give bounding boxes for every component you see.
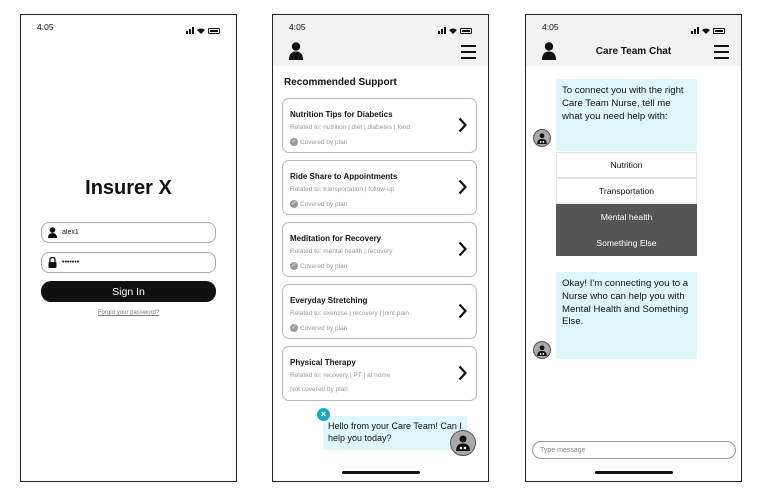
card-coverage [290, 262, 347, 270]
nurse-avatar[interactable] [450, 430, 476, 456]
care-team-message[interactable]: Hello from your Care Team! Can I help you today? [323, 416, 467, 450]
support-card[interactable] [282, 160, 477, 215]
menu-icon[interactable] [461, 45, 476, 63]
signal-icon [438, 27, 446, 34]
nurse-icon [456, 435, 470, 451]
menu-icon[interactable] [714, 45, 729, 63]
wifi-icon [702, 28, 710, 34]
check-icon: ✓ [291, 263, 297, 269]
card-coverage [290, 386, 348, 393]
status-icons [438, 22, 472, 39]
card-coverage [290, 324, 347, 332]
sign-in-button[interactable]: Sign In [41, 281, 216, 302]
coverage-label: Covered by plan [300, 138, 348, 146]
password-input[interactable] [62, 259, 202, 266]
status-bar [273, 15, 488, 39]
status-icons [186, 22, 220, 39]
message-input-box[interactable] [532, 441, 736, 459]
coverage-label: Not covered by plan [290, 386, 348, 393]
card-coverage [290, 200, 347, 208]
card-title: Ride Share to Appointments [290, 172, 398, 181]
profile-icon[interactable] [289, 42, 303, 60]
close-icon[interactable]: × [317, 408, 330, 421]
status-bar [526, 15, 741, 39]
login-screen [20, 14, 237, 482]
battery-icon [460, 28, 472, 34]
card-title: Meditation for Recovery [290, 234, 382, 243]
home-indicator [342, 471, 420, 474]
chat-message-intro: To connect you with the right Care Team Nurse, tell me what you need help with: [556, 79, 697, 151]
lock-icon [48, 257, 57, 268]
home-indicator [595, 471, 673, 474]
check-icon: ✓ [291, 201, 297, 207]
support-card[interactable] [282, 284, 477, 339]
option-mental-health[interactable]: Mental health [556, 204, 697, 230]
chat-screen [525, 14, 742, 482]
status-icons [691, 22, 725, 39]
app-header [273, 39, 488, 66]
chat-title: Care Team Chat [595, 46, 672, 57]
support-card[interactable] [282, 346, 477, 401]
coverage-label: Covered by plan [300, 262, 348, 270]
coverage-label: Covered by plan [300, 200, 348, 208]
user-icon [48, 227, 57, 238]
card-related: Related to: recovery | PT | at home [290, 372, 391, 379]
card-related: Related to: transportation | follow-up [290, 186, 395, 193]
nurse-avatar [533, 341, 551, 359]
support-card[interactable] [282, 98, 477, 153]
status-time: 4:05 [289, 22, 306, 32]
card-related: Related to: mental health | recovery [290, 248, 393, 255]
chevron-right-icon[interactable] [458, 303, 467, 319]
option-transportation[interactable]: Transportation [556, 178, 697, 204]
signal-icon [691, 27, 699, 34]
option-something-else[interactable]: Something Else [556, 230, 697, 256]
battery-icon [713, 28, 725, 34]
chevron-right-icon[interactable] [458, 179, 467, 195]
coverage-label: Covered by plan [300, 324, 348, 332]
wifi-icon [197, 28, 205, 34]
message-input[interactable] [540, 447, 720, 454]
forgot-password-link[interactable]: Forgot your password? [97, 310, 160, 316]
status-time: 4:05 [37, 22, 54, 32]
nurse-icon [537, 133, 547, 144]
card-title: Everyday Stretching [290, 296, 368, 305]
card-title: Nutrition Tips for Diabetics [290, 110, 393, 119]
username-input[interactable] [62, 229, 202, 236]
battery-icon [208, 28, 220, 34]
support-screen [272, 14, 489, 482]
status-time: 4:05 [542, 22, 559, 32]
chat-message-reply: Okay! I'm connecting you to a Nurse who can help you with Mental Health and Something Else. [556, 272, 697, 359]
chevron-right-icon[interactable] [458, 365, 467, 381]
check-icon: ✓ [291, 139, 297, 145]
card-coverage [290, 138, 347, 146]
option-nutrition[interactable]: Nutrition [556, 152, 697, 178]
card-related: Related to: nutrition | diet | diabetes | food [290, 124, 410, 131]
status-bar [21, 15, 236, 39]
section-title: Recommended Support [284, 77, 397, 88]
app-header [526, 39, 741, 66]
nurse-avatar [533, 129, 551, 147]
support-card[interactable] [282, 222, 477, 277]
nurse-icon [537, 345, 547, 356]
brand-title: Insurer X [85, 177, 172, 199]
chevron-right-icon[interactable] [458, 241, 467, 257]
card-title: Physical Therapy [290, 358, 356, 367]
signal-icon [186, 27, 194, 34]
password-field[interactable] [41, 252, 216, 273]
username-field[interactable] [41, 222, 216, 243]
card-related: Related to: exercise | recovery | joint pain [290, 310, 409, 317]
chevron-right-icon[interactable] [458, 117, 467, 133]
wifi-icon [449, 28, 457, 34]
check-icon: ✓ [291, 325, 297, 331]
